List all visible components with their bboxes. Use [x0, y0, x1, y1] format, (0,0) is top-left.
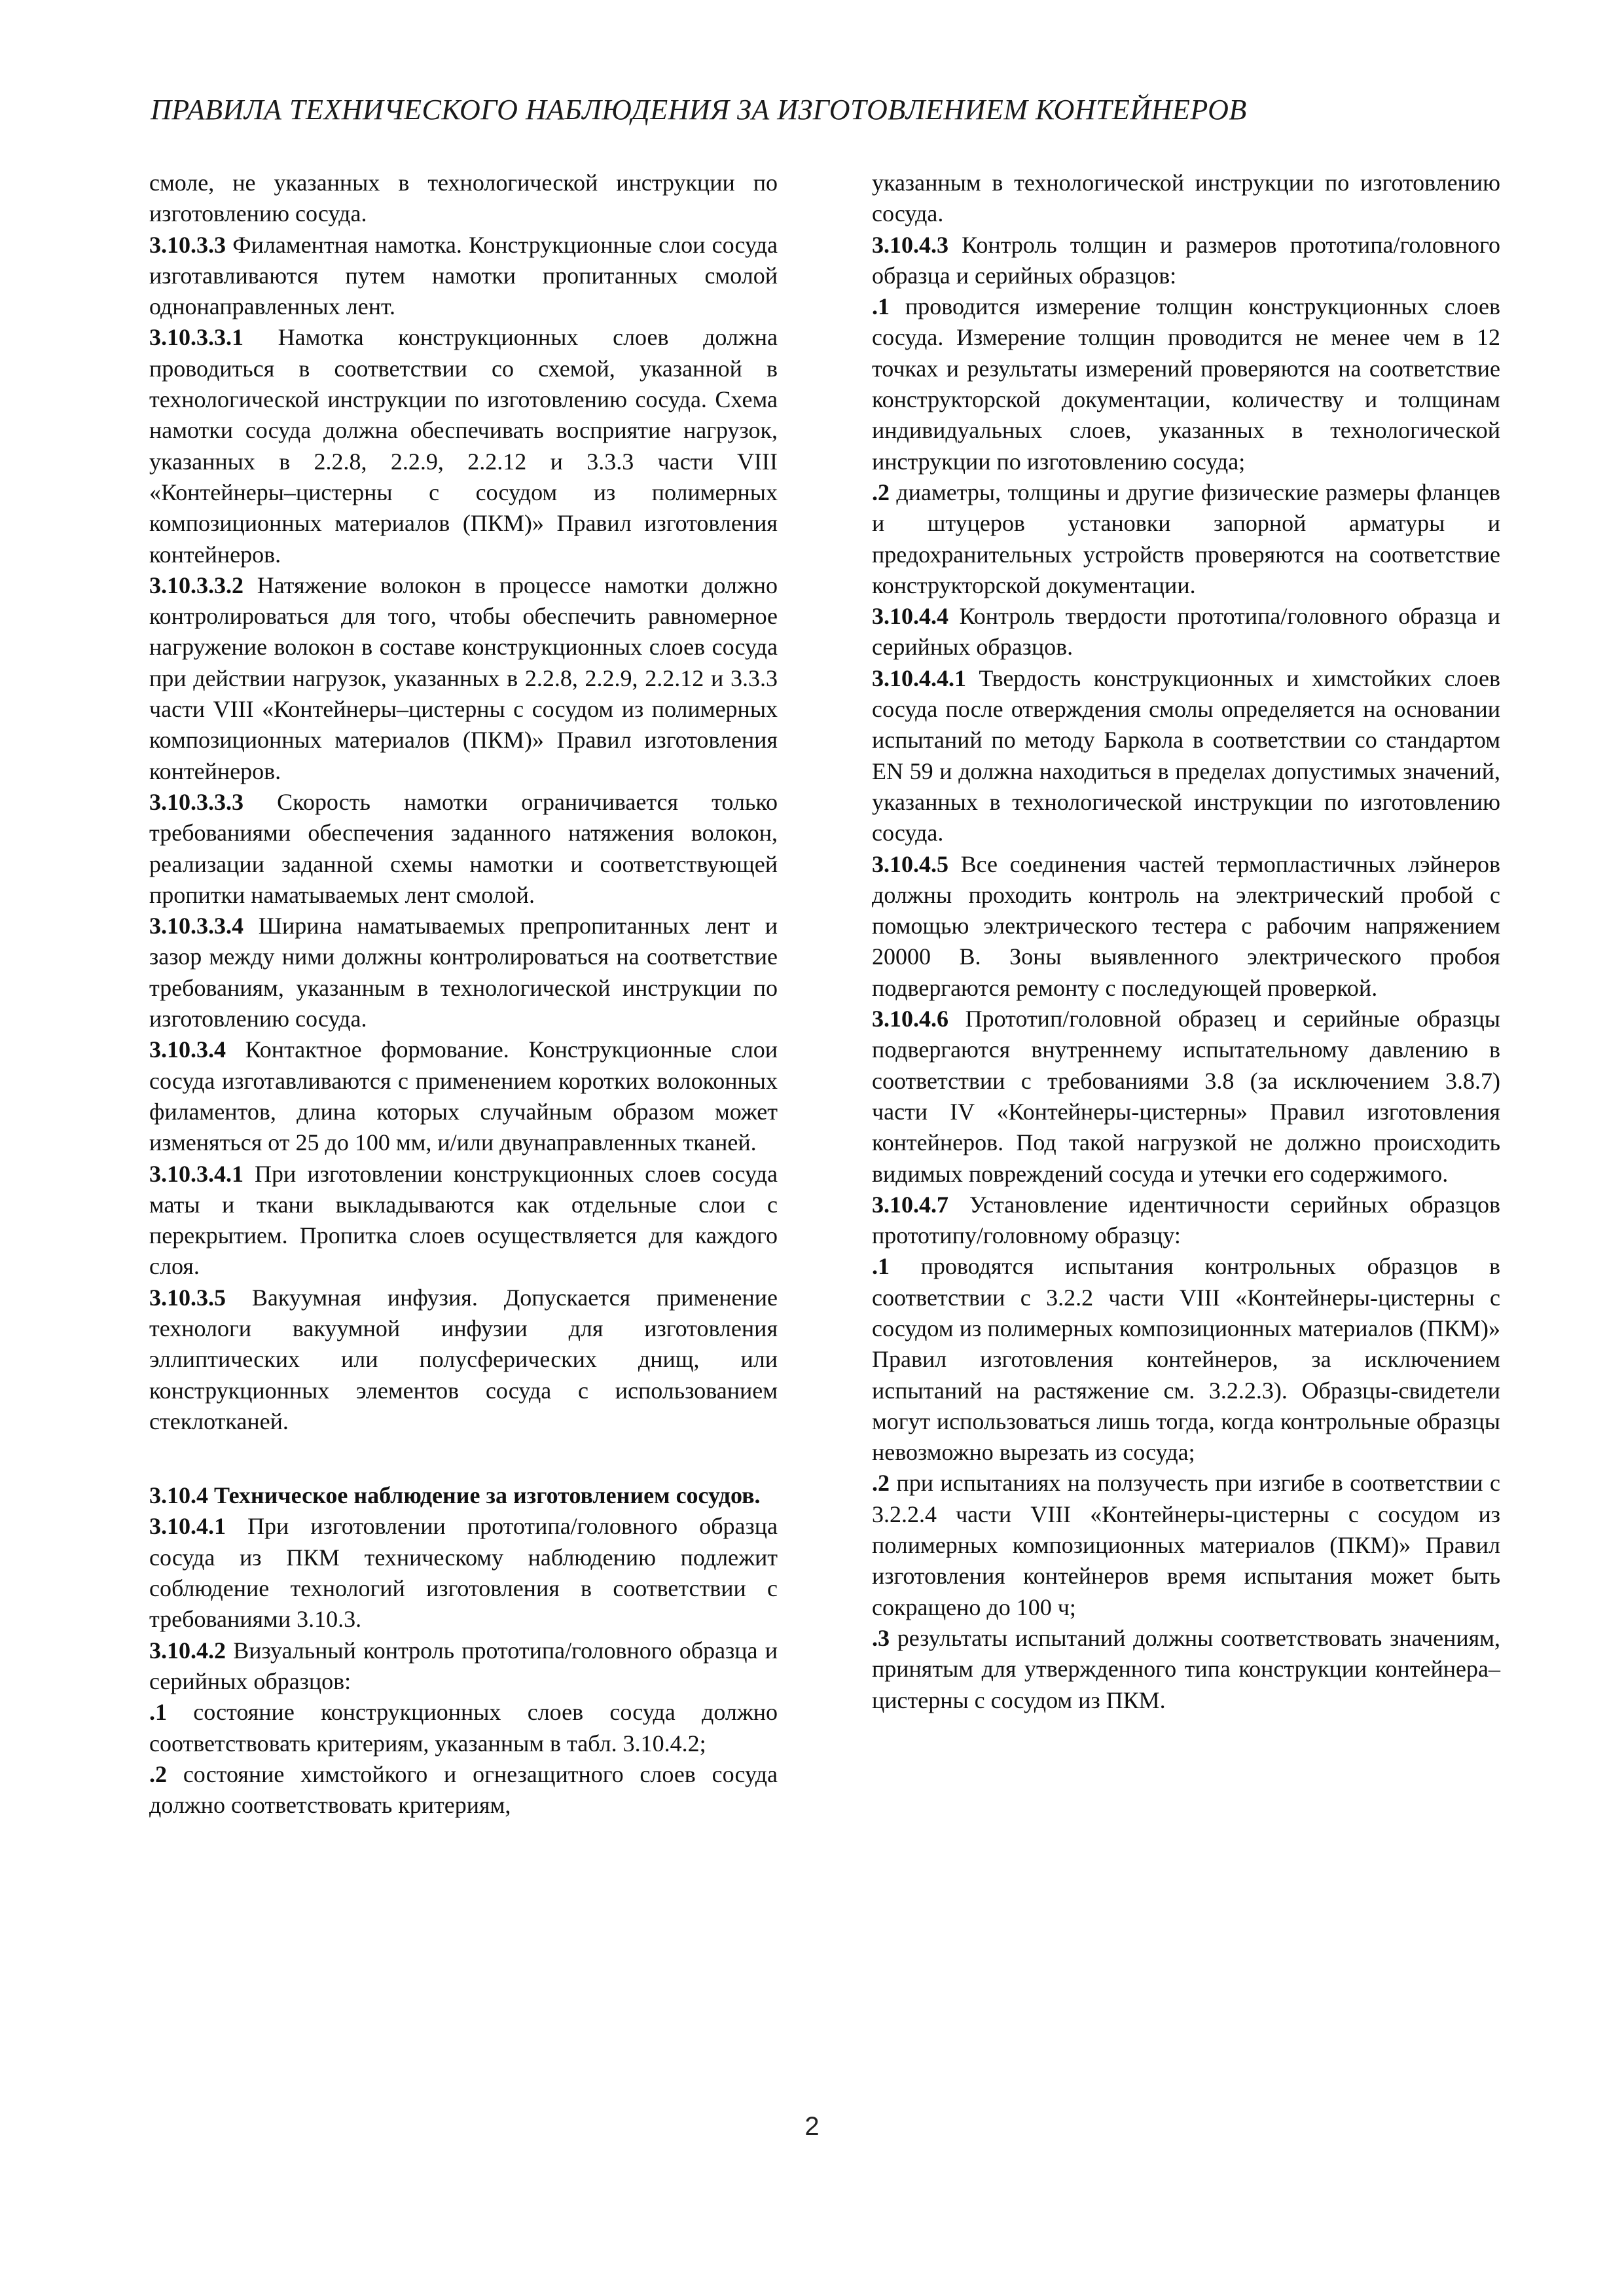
section-heading: [149, 1480, 778, 1511]
list-item-number: .2: [149, 1760, 167, 1787]
paragraph-text: указанным в технологической инструкции по изготовлению сосуда.: [872, 170, 1500, 227]
clause-number: 3.10.3.4: [149, 1036, 226, 1063]
clause-number: 3.10.3.3.1: [149, 324, 244, 351]
list-item-text: проводится измерение толщин конструкционных слоев сосуда. Измерение толщин проводится не менее чем в 12 точках и результаты измерений проверяются на соответствие конструкторской документации, количеству и толщинам индивидуальных слоев, указанных в технологической инструкции по изготовлению сосуда;: [872, 293, 1501, 475]
paragraph: [149, 168, 778, 230]
list-item: [872, 477, 1500, 601]
clause-number: 3.10.3.5: [149, 1284, 226, 1311]
paragraph: [149, 1034, 778, 1158]
list-item-number: .1: [149, 1699, 167, 1726]
list-item-text: диаметры, толщины и другие физические размеры фланцев и штуцеров установки запорной арматуры и предохранительных устройств проверяются на соответствие конструкторской документации.: [872, 479, 1500, 598]
paragraph: [149, 322, 778, 570]
paragraph-text: Натяжение волокон в процессе намотки должно контролироваться для того, чтобы обеспечить равномерное нагружение волокон в составе конструкционных слоев сосуда при действии нагрузок, указанных в 2.2.8, 2.2.9, 2.2.12 и 3.3.3 части VIII «Контейнеры–цистерны с сосудом из полимерных композиционных материалов (ПКМ)» Правил изготовления контейнеров.: [149, 572, 778, 784]
clause-number: 3.10.4.3: [872, 231, 948, 258]
paragraph-text: Ширина наматываемых препропитанных лент и зазор между ними должны контролироваться на соответствие требованиям, указанным в технологической инструкции по изготовлению сосуда.: [149, 913, 778, 1032]
paragraph-text: Намотка конструкционных слоев должна проводиться в соответствии со схемой, указанной в технологической инструкции по изготовлению сосуда. Схема намотки сосуда должна обеспечивать восприятие нагрузок, указанных в 2.2.8, 2.2.9, 2.2.12 и 3.3.3 части VIII «Контейнеры–цистерны с сосудом из полимерных композиционных материалов (ПКМ)» Правил изготовления контейнеров.: [149, 324, 778, 568]
paragraph: [872, 1004, 1500, 1190]
list-item-text: проводятся испытания контрольных образцов в соответствии с 3.2.2 части VIII «Контейнеры-цистерны с сосудом из полимерных композиционных материалов (ПКМ)» Правил изготовления контейнеров, за исключением испытаний на растяжение см. 3.2.2.3). Образцы-свидетели могут использоваться лишь тогда, когда контрольные образцы невозможно вырезать из сосуда;: [872, 1253, 1500, 1466]
paragraph: [149, 230, 778, 323]
paragraph: [872, 849, 1500, 1004]
list-item: [149, 1759, 778, 1821]
clause-number: 3.10.3.3.2: [149, 572, 244, 598]
paragraph: [149, 1635, 778, 1698]
clause-number: 3.10.4.4: [872, 603, 948, 630]
list-item-text: при испытаниях на ползучесть при изгибе в соответствии с 3.2.2.4 части VIII «Контейнеры-цистерны с сосудом из полимерных композиционных материалов (ПКМ)» Правил изготовления контейнеров время испытания может быть сокращено до 100 ч;: [872, 1470, 1501, 1620]
clause-number: 3.10.4.6: [872, 1006, 948, 1032]
paragraph-text: смоле, не указанных в технологической инструкции по изготовлению сосуда.: [149, 170, 778, 227]
clause-number: 3.10.4.7: [872, 1191, 948, 1218]
list-item-number: .2: [872, 479, 890, 505]
list-item-number: .1: [872, 293, 890, 320]
paragraph: [872, 230, 1500, 292]
paragraph-text: Твердость конструкционных и химстойких слоев сосуда после отверждения смолы определяется на основании испытаний по методу Баркола в соответствии со стандартом EN 59 и должна находиться в пределах допустимых значений, указанных в технологической инструкции по изготовлению сосуда.: [872, 665, 1501, 847]
paragraph: [149, 570, 778, 787]
clause-number: 3.10.4.1: [149, 1513, 226, 1540]
paragraph-text: Установление идентичности серийных образцов прототипу/головному образцу:: [872, 1191, 1501, 1249]
clause-number: 3.10.3.3.3: [149, 788, 244, 815]
paragraph-text: Контроль толщин и размеров прототипа/головного образца и серийных образцов:: [872, 231, 1501, 289]
list-item: [872, 1251, 1500, 1468]
clause-number: 3.10.3.3.4: [149, 913, 244, 939]
list-item-text: состояние конструкционных слоев сосуда должно соответствовать критериям, указанным в табл. 3.10.4.2;: [149, 1699, 778, 1757]
paragraph-text: Контактное формование. Конструкционные слои сосуда изготавливаются с применением коротких волоконных филаментов, длина которых случайным образом может изменяться от 25 до 100 мм, и/или двунаправленных тканей.: [149, 1036, 778, 1156]
section-heading-text: Техническое наблюдение за изготовлением сосудов.: [214, 1482, 761, 1509]
paragraph-text: Визуальный контроль прототипа/головного образца и серийных образцов:: [149, 1637, 778, 1694]
paragraph: [149, 1159, 778, 1283]
clause-number: 3.10.3.3: [149, 231, 226, 258]
list-item-number: .3: [872, 1624, 890, 1651]
clause-number: 3.10.4: [149, 1482, 208, 1509]
list-item-text: состояние химстойкого и огнезащитного слоев сосуда должно соответствовать критериям,: [149, 1760, 778, 1819]
clause-number: 3.10.4.2: [149, 1637, 226, 1664]
paragraph-text: Прототип/головной образец и серийные образцы подвергаются внутреннему испытательному давлению в соответствии с требованиями 3.8 (за исключением 3.8.7) части IV «Контейнеры-цистерны» Правил изготовления контейнеров. Под такой нагрузкой не должно происходить видимых повреждений сосуда и утечки его содержимого.: [872, 1006, 1500, 1187]
paragraph: [872, 663, 1500, 849]
paragraph: [872, 601, 1500, 663]
clause-number: 3.10.4.4.1: [872, 665, 966, 691]
list-item-number: .1: [872, 1253, 890, 1280]
list-item: [872, 291, 1500, 477]
list-item-text: результаты испытаний должны соответствовать значениям, принятым для утвержденного типа конструкции контейнера–цистерны с сосудом из ПКМ.: [872, 1624, 1500, 1713]
list-item: [872, 1468, 1500, 1622]
paragraph: [149, 787, 778, 911]
paragraph-text: Скорость намотки ограничивается только требованиями обеспечения заданного натяжения волокон, реализации заданной схемы намотки и соответствующей пропитки наматываемых лент смолой.: [149, 788, 778, 908]
page-header-title: ПРАВИЛА ТЕХНИЧЕСКОГО НАБЛЮДЕНИЯ ЗА ИЗГОТОВЛЕНИЕМ КОНТЕЙНЕРОВ: [151, 94, 1247, 126]
list-item: [149, 1697, 778, 1759]
paragraph-text: Все соединения частей термопластичных лэйнеров должны проходить контроль на электрический пробой с помощью электрического тестера с рабочим напряжением 20000 В. Зоны выявленного электрического пробоя подвергаются ремонту с последующей проверкой.: [872, 850, 1501, 1001]
clause-number: 3.10.3.4.1: [149, 1160, 244, 1187]
paragraph: [149, 1283, 778, 1437]
list-item: [872, 1623, 1500, 1716]
paragraph: [872, 168, 1500, 230]
paragraph: [872, 1190, 1500, 1252]
clause-number: 3.10.4.5: [872, 850, 948, 877]
list-item-number: .2: [872, 1470, 890, 1497]
paragraph-text: Вакуумная инфузия. Допускается применение технологи вакуумной инфузии для изготовления эллиптических или полусферических днищ, или конструкционных элементов сосуда с использованием стеклотканей.: [149, 1284, 778, 1434]
paragraph: [149, 911, 778, 1034]
paragraph-text: При изготовлении прототипа/головного образца сосуда из ПКМ техническому наблюдению подлежит соблюдение технологий изготовления в соответствии с требованиями 3.10.3.: [149, 1513, 778, 1633]
paragraph-text: При изготовлении конструкционных слоев сосуда маты и ткани выкладываются как отдельные слои с перекрытием. Пропитка слоев осуществляется для каждого слоя.: [149, 1160, 778, 1280]
right-column: [872, 168, 1500, 1716]
paragraph: [149, 1511, 778, 1635]
left-column: [149, 168, 778, 1821]
page-number: 2: [804, 2112, 820, 2141]
paragraph-text: Филаментная намотка. Конструкционные слои сосуда изготавливаются путем намотки пропитанных смолой однонаправленных лент.: [149, 231, 778, 320]
paragraph-text: Контроль твердости прототипа/головного образца и серийных образцов.: [872, 603, 1500, 661]
